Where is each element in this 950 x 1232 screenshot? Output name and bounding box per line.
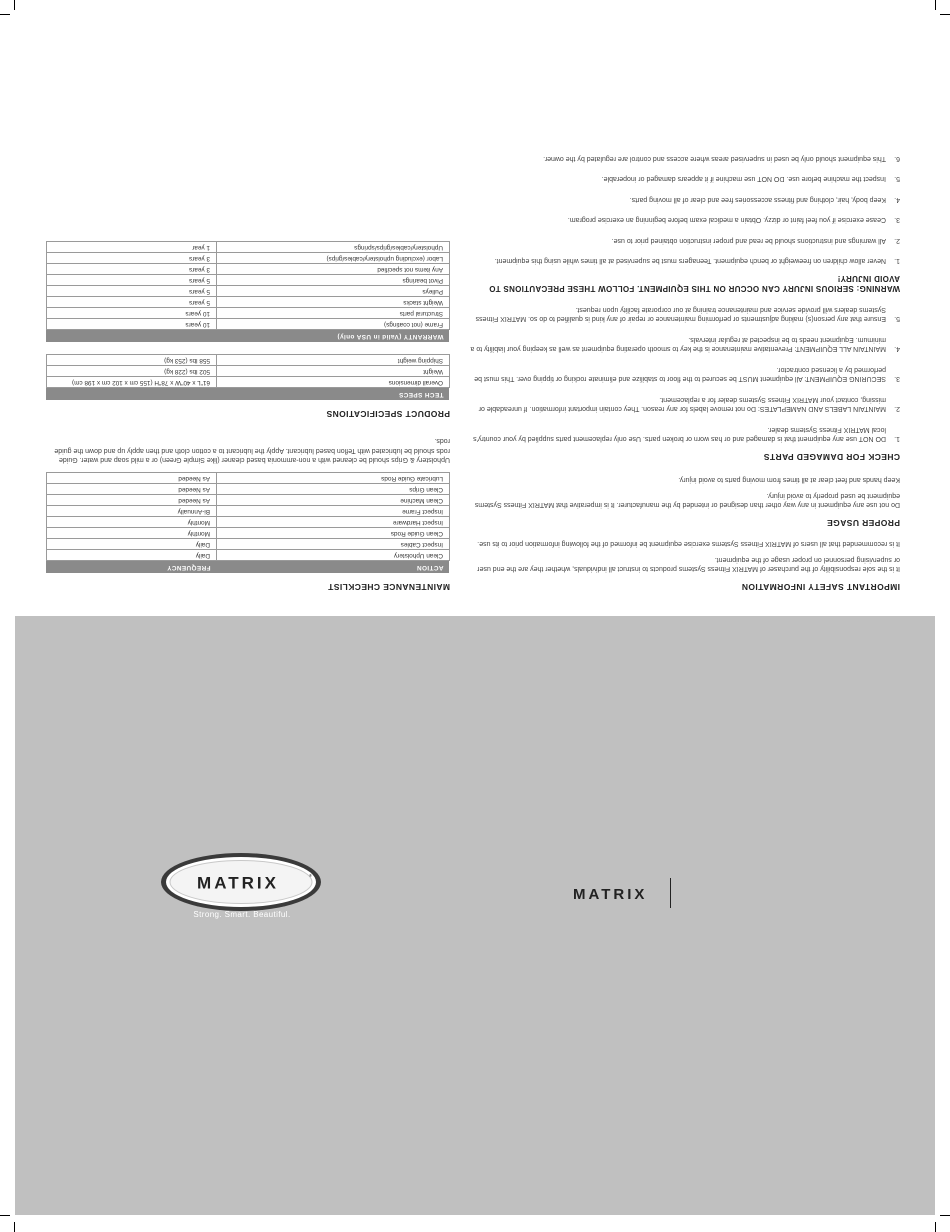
list-item: 1. DO NOT use any equipment that is damaged and or has worn or broken parts. Use only replacement parts supplied by your country's local MATRIX Fitness Systems dealer. xyxy=(473,426,900,443)
table-row: Inspect Frame Bi-Annually xyxy=(47,506,450,517)
grey-panel xyxy=(15,616,935,1215)
matrix-logo-small: MATRIX xyxy=(573,886,648,903)
table-header-row: TECH SPECS xyxy=(47,388,450,401)
list-item: 2. MAINTAIN LABELS AND NAMEPLATES: Do not remove labels for any reason. They contain important information. If unreadable or missing, contact your MATRIX Fitness Systems dealer for a replacement. xyxy=(478,396,900,413)
table-header-row: WARRANTY (Valid in USA only) xyxy=(47,330,450,343)
crop-mark xyxy=(940,1215,950,1216)
safety-title: IMPORTANT SAFETY INFORMATION xyxy=(741,582,900,592)
list-item: 4. MAINTAIN ALL EQUIPMENT: Preventative maintenance is the key to smooth operating equipment as well as keeping your liability to a minimum. Equipment needs to be inspected at regular intervals. xyxy=(470,336,900,353)
table-row: Labor (excluding upholstery/cables/grips) 3 years xyxy=(47,253,450,264)
logo-divider xyxy=(670,878,671,908)
table-row: Lubricate Guide Rods As Needed xyxy=(47,473,450,484)
table-row: Inspect Cables Daily xyxy=(47,539,450,550)
proper-usage-text-1: Do not use any equipment in any way other than designed or intended by the manufacturer. It is imperative that MATRIX Fitness Systems equipment be used properly to avoid injury. xyxy=(474,492,900,509)
safety-column xyxy=(470,143,900,592)
safety-intro: It is the sole responsibility of the purchaser of MATRIX Fitness Systems products to instruct all individuals, whether they are the end user or supervising personnel on proper usage of the equipment. xyxy=(477,556,900,573)
table-row: Upholstery/cables/grips/springs 1 year xyxy=(47,242,450,253)
table-row: Clean Machine As Needed xyxy=(47,495,450,506)
list-item: 5. Inspect the machine before use. DO NOT use machine if it appears damaged or inoperable. xyxy=(601,175,900,183)
table-row: Weight 502 lbs (228 kg) xyxy=(47,366,450,377)
damaged-parts-title: CHECK FOR DAMAGED PARTS xyxy=(763,452,900,462)
table-header-row: ACTION FREQUENCY xyxy=(47,561,450,574)
list-item: 5. Ensure that any person(s) making adjustments or performing maintenance or repair of any kind is qualified to do so. MATRIX Fitness Systems dealers will provide service and maintenance training at our corporate facility upon request. xyxy=(475,306,900,323)
list-item: 3. SECURING EQUIPMENT: All equipment MUST be secured to the floor to stabilize and eliminate rocking or tipping over. This must be performed by a licensed contractor. xyxy=(474,366,900,383)
crop-mark xyxy=(935,1222,936,1232)
tech-specs-table xyxy=(46,355,450,401)
list-item: 3. Cease exercise if you feel faint or dizzy. Obtain a medical exam before beginning an exercise program. xyxy=(567,216,900,224)
list-item: 4. Keep body, hair, clothing and fitness accessories free and clear of all moving parts. xyxy=(629,196,900,203)
warning-heading: WARNING: SERIOUS INJURY CAN OCCUR ON THIS EQUIPMENT. FOLLOW THESE PRECAUTIONS TO AVOID INJURY! xyxy=(489,274,900,294)
table-row: Clean Upholstery Daily xyxy=(47,550,450,561)
crop-mark xyxy=(0,1215,10,1216)
maintenance-title: MAINTENANCE CHECKLIST xyxy=(327,582,450,592)
table-row: Overall dimensions 61"L x 40"W x 78"H (155 cm x 102 cm x 198 cm) xyxy=(47,377,450,388)
specs-column xyxy=(46,242,450,592)
table-row: Weight stacks 5 years xyxy=(47,297,450,308)
safety-recommend: It is recommended that all users of MATRIX Fitness Systems exercise equipment be informed of the following information prior to its use. xyxy=(477,540,900,548)
logo-wordmark: MATRIX xyxy=(197,873,279,893)
table-row: Any items not specified 3 years xyxy=(47,264,450,275)
proper-usage-title: PROPER USAGE xyxy=(826,518,900,528)
table-row: Shipping weight 558 lbs (253 kg) xyxy=(47,355,450,366)
list-item: 6. This equipment should only be used in supervised areas where access and control are regulated by the owner. xyxy=(543,155,900,162)
brand-tagline: Strong. Smart. Beautiful. xyxy=(193,910,291,919)
table-row: Frame (not coatings) 10 years xyxy=(47,319,450,330)
maintenance-note: Upholstery & Grips should be cleaned with a non-ammonia based cleaner (like Simple Green) or a mild soap and water. Guide rods should be lubricated with Teflon based lubricant. Apply the lubricant to a cotton cloth and then apply up and down the guide rods. xyxy=(54,437,450,464)
maintenance-table xyxy=(46,473,450,574)
table-row: Inspect Hardware Monthly xyxy=(47,517,450,528)
proper-usage-text-2: Keep hands and feet clear at all times from moving parts to avoid injury. xyxy=(678,476,900,484)
table-row: Structural parts 10 years xyxy=(47,308,450,319)
list-item: 2. All warnings and instructions should be read and proper instruction obtained prior to use. xyxy=(611,237,900,244)
specs-title: PRODUCT SPECIFICATIONS xyxy=(326,409,450,419)
table-row: Pivot bearings 5 years xyxy=(47,275,450,286)
crop-mark xyxy=(14,1222,15,1232)
trademark-symbol: ® xyxy=(309,873,312,878)
list-item: 1. Never allow children on freeweight or bench equipment. Teenagers must be supervised at all times while using this equipment. xyxy=(494,257,900,265)
table-row: Clean Grips As Needed xyxy=(47,484,450,495)
table-row: Clean Guide Rods Monthly xyxy=(47,528,450,539)
warranty-table xyxy=(46,242,450,343)
table-row: Pulleys 5 years xyxy=(47,286,450,297)
